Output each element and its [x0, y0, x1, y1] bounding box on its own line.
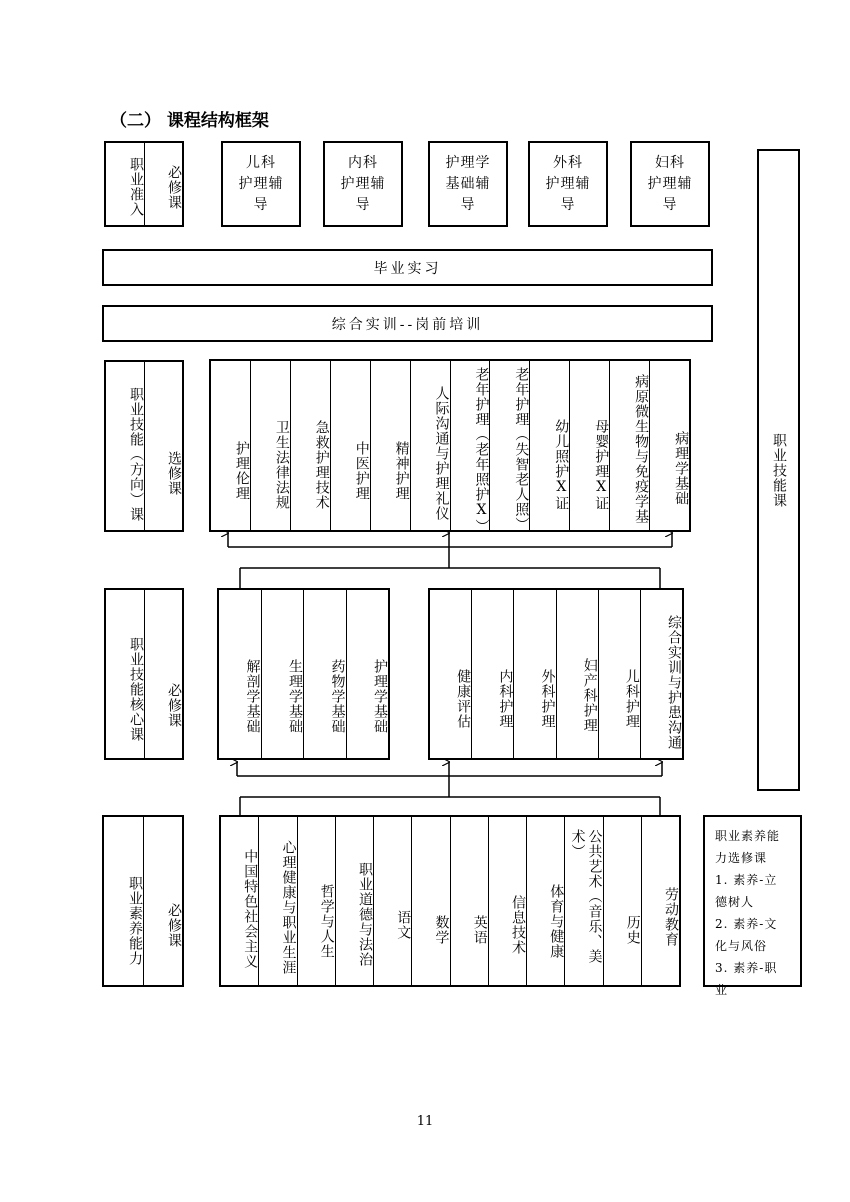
literacy-elective-item: 1. 素养-立德树人 [715, 873, 778, 909]
core-course: 解剖学基础 [244, 659, 261, 734]
core-course: 儿科护理 [598, 590, 640, 758]
elective-course: 精神护理 [370, 361, 410, 530]
elective-courses-box [209, 359, 691, 532]
entry-box [104, 141, 184, 227]
literacy-course: 中国特色社会主义 [242, 849, 259, 969]
literacy-course: 劳动教育 [641, 817, 679, 985]
core-course: 内科护理 [471, 590, 513, 758]
elective-course: 幼儿照护X证 [529, 361, 569, 530]
training-bar: 综合实训--岗前培训 [102, 305, 713, 342]
elective-course: 护理伦理 [233, 440, 250, 501]
literacy-course: 英语 [450, 817, 488, 985]
literacy-label-box [102, 815, 184, 987]
entry-type: 必修课 [144, 143, 182, 225]
core-course: 药物学基础 [303, 590, 346, 758]
literacy-course: 公共艺术（音乐、美术） [564, 817, 602, 985]
core-course: 生理学基础 [261, 590, 304, 758]
guide-box-fundamentals: 护理学 基础辅 导 [428, 141, 508, 227]
literacy-course: 心理健康与职业生涯 [258, 817, 296, 985]
literacy-elective-item: 2. 素养-文化与风俗 [715, 917, 778, 953]
literacy-elective-item: 3. 素养-职业 [715, 961, 778, 997]
internship-bar: 毕业实习 [102, 249, 713, 286]
elective-type: 选修课 [144, 362, 182, 530]
literacy-type: 必修课 [143, 817, 182, 985]
elective-course: 病理学基础 [649, 361, 689, 530]
page-title: （二） 课程结构框架 [110, 111, 269, 131]
literacy-course: 信息技术 [488, 817, 526, 985]
literacy-course: 职业道德与法治 [335, 817, 373, 985]
literacy-electives-title: 职业素养能力选修课 [715, 829, 781, 865]
core-course: 健康评估 [455, 669, 472, 729]
core-course: 综合实训与护患沟通 [640, 590, 682, 758]
elective-course: 中医护理 [330, 361, 370, 530]
elective-course: 母婴护理X证 [569, 361, 609, 530]
elective-course: 急救护理技术 [290, 361, 330, 530]
elective-course: 病原微生物与免疫学基 [609, 361, 649, 530]
elective-course: 卫生法律法规 [250, 361, 290, 530]
guide-box-pediatric: 儿科 护理辅 导 [221, 141, 301, 227]
literacy-course: 数学 [411, 817, 449, 985]
guide-box-surgical: 外科 护理辅 导 [528, 141, 608, 227]
guide-box-gynecology: 妇科 护理辅 导 [630, 141, 710, 227]
literacy-course: 语文 [373, 817, 411, 985]
literacy-electives-box [703, 815, 802, 997]
elective-course: 老年护理（失智老人照） [489, 361, 529, 530]
entry-label: 职业准入 [128, 157, 144, 217]
elective-course: 人际沟通与护理礼仪 [410, 361, 450, 530]
literacy-course: 哲学与人生 [297, 817, 335, 985]
elective-label: 职业技能（方向）课 [128, 386, 144, 522]
side-label: 职业技能课 [771, 432, 787, 508]
literacy-course: 体育与健康 [526, 817, 564, 985]
literacy-course: 历史 [603, 817, 641, 985]
elective-course: 老年护理（老年照护X） [450, 361, 490, 530]
core-course: 妇产科护理 [556, 590, 598, 758]
literacy-courses-box [219, 815, 681, 987]
core-label-box [104, 588, 184, 760]
guide-box-internal: 内科 护理辅 导 [323, 141, 403, 227]
page-number: 11 [416, 1114, 434, 1129]
core-label: 职业技能核心课 [128, 636, 144, 742]
literacy-label: 职业素养能力 [127, 876, 143, 966]
side-label-box [757, 149, 800, 791]
elective-label-box [104, 360, 184, 532]
core-course: 外科护理 [513, 590, 555, 758]
core-group-b-box [428, 588, 684, 760]
core-type: 必修课 [144, 590, 182, 758]
core-course: 护理学基础 [346, 590, 389, 758]
core-group-a-box [217, 588, 390, 760]
